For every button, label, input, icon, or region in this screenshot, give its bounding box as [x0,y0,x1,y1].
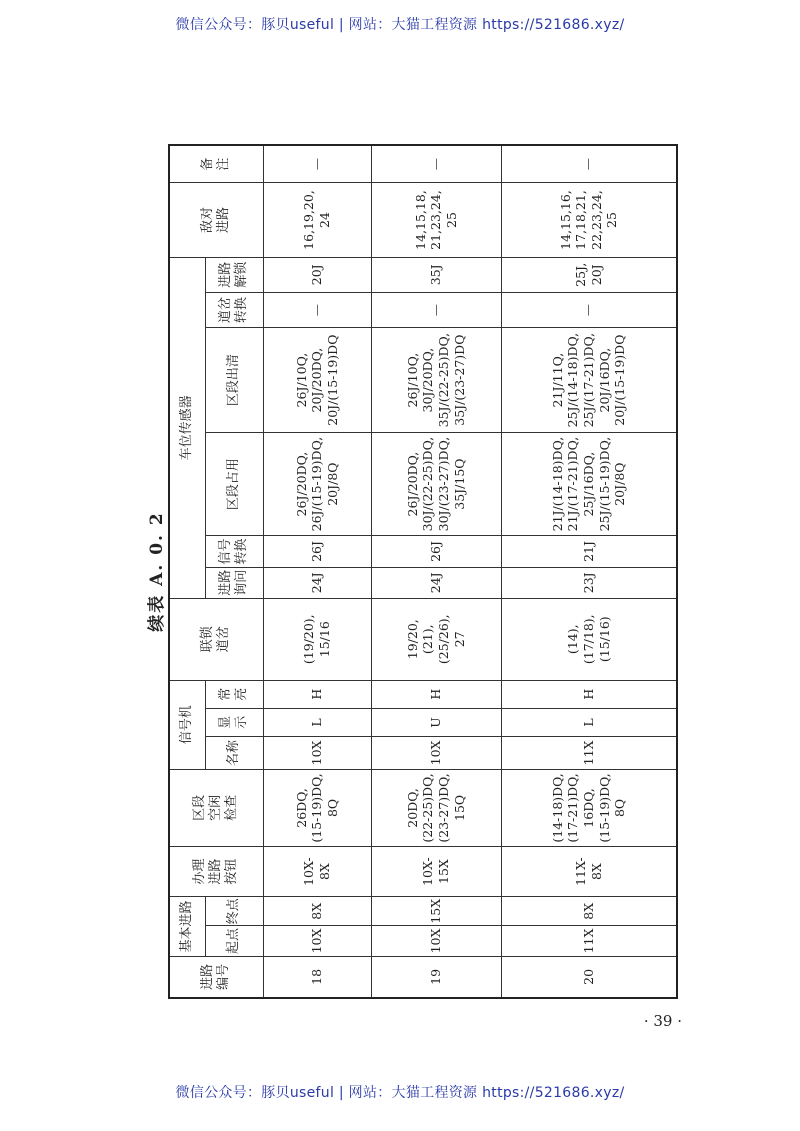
header-section-clear: 区段出清 [205,328,263,433]
cell-signal-display: L [501,708,677,736]
header-signal-change: 信号 转换 [205,536,263,567]
cell-signal-steady: H [263,680,371,708]
header-signal-steady: 常亮 [205,680,263,708]
cell-signal-display: U [371,708,501,736]
cell-clear: 21J/11Q, 25J/(14-18)DQ, 25J/(17-21)DQ, 20J/16DQ, 20J/(15-19)DQ [501,328,677,433]
header-start: 起点 [205,926,263,956]
cell-button: 10X- 15X [371,846,501,896]
cell-remark: — [501,145,677,183]
header-section-occupy: 区段占用 [205,432,263,535]
cell-button: 11X- 8X [501,846,677,896]
cell-signal-steady: H [501,680,677,708]
cell-route-release: 25J, 20J [501,257,677,292]
cell-remark: — [371,145,501,183]
header-signal-display: 显示 [205,708,263,736]
cell-check: 26DQ, (15-19)DQ, 8Q [263,769,371,846]
cell-route-no: 20 [501,956,677,998]
cell-signal-name: 10X [263,737,371,770]
header-signal: 信号机 [169,680,205,769]
cell-route-no: 19 [371,956,501,998]
header-signal-name: 名称 [205,737,263,770]
cell-clear: 26J/10Q, 30J/20DQ, 35J/(22-25)DQ, 35J/(23-27)DQ [371,328,501,433]
cell-switch-change: — [371,292,501,328]
cell-route-query: 23J [501,567,677,598]
cell-signal-display: L [263,708,371,736]
cell-start: 10X [263,926,371,956]
watermark-top: 微信公众号：豚贝useful | 网站：大猫工程资源 https://521686.xyz/ [175,17,625,33]
cell-interlock: (19/20), 15/16 [263,598,371,680]
header-sensor: 车位传感器 [169,257,205,598]
header-section-check: 区段 空闲 检查 [169,769,263,846]
cell-switch-change: — [501,292,677,328]
cell-hostile: 16,19,20, 24 [263,183,371,257]
header-remark: 备 注 [169,145,263,183]
cell-hostile: 14,15,16, 17,18,21, 22,23,24, 25 [501,183,677,257]
cell-check: (14-18)DQ, (17-21)DQ, 16DQ, (15-19)DQ, 8Q [501,769,677,846]
table-caption: 续表 A. 0. 2 [147,511,167,632]
cell-end: 8X [501,897,677,926]
table-row [263,145,371,998]
cell-occupy: 26J/20DQ, 26J/(15-19)DQ, 20J/8Q [263,432,371,535]
cell-signal-change: 21J [501,536,677,567]
cell-end: 8X [263,897,371,926]
cell-route-no: 18 [263,956,371,998]
watermark-bottom: 微信公众号：豚贝useful | 网站：大猫工程资源 https://521686.xyz/ [175,1085,625,1101]
rotated-page-content [147,144,690,999]
cell-signal-change: 26J [371,536,501,567]
cell-clear: 26J/10Q, 20J/20DQ, 20J/(15-19)DQ [263,328,371,433]
cell-occupy: 21J/(14-18)DQ, 21J/(17-21)DQ, 25J/16DQ, 25J/(15-19)DQ, 20J/8Q [501,432,677,535]
header-route-no: 进路 编号 [169,956,263,998]
cell-occupy: 26J/20DQ, 30J/(22-25)DQ, 30J/(23-27)DQ, 35J/15Q [371,432,501,535]
header-switch-change: 道岔 转换 [205,292,263,328]
cell-switch-change: — [263,292,371,328]
table-row [501,145,677,998]
header-interlock-switch: 联锁 道岔 [169,598,263,680]
header-basic-route: 基本进路 [169,897,205,957]
table-row [371,145,501,998]
cell-button: 10X- 8X [263,846,371,896]
header-row-1 [169,145,205,998]
cell-start: 10X [371,926,501,956]
cell-signal-name: 11X [501,737,677,770]
cell-interlock: (14), (17/18), (15/16) [501,598,677,680]
cell-route-query: 24J [263,567,371,598]
cell-signal-steady: H [371,680,501,708]
cell-route-release: 20J [263,257,371,292]
cell-remark: — [263,145,371,183]
header-route-query: 进路 询问 [205,567,263,598]
interlock-table [168,144,678,999]
cell-hostile: 14,15,18, 21,23,24, 25 [371,183,501,257]
header-end: 终点 [205,897,263,926]
cell-route-query: 24J [371,567,501,598]
cell-route-release: 35J [371,257,501,292]
page-number: · 39 · [643,1012,682,1030]
header-hostile-route: 敌对 进路 [169,183,263,257]
cell-interlock: 19/20, (21), (25/26), 27 [371,598,501,680]
cell-check: 20DQ, (22-25)DQ, (23-27)DQ, 15Q [371,769,501,846]
cell-end: 15X [371,897,501,926]
header-route-release: 进路 解锁 [205,257,263,292]
cell-start: 11X [501,926,677,956]
header-handle-button: 办理 进路 按钮 [169,846,263,896]
cell-signal-name: 10X [371,737,501,770]
cell-signal-change: 26J [263,536,371,567]
